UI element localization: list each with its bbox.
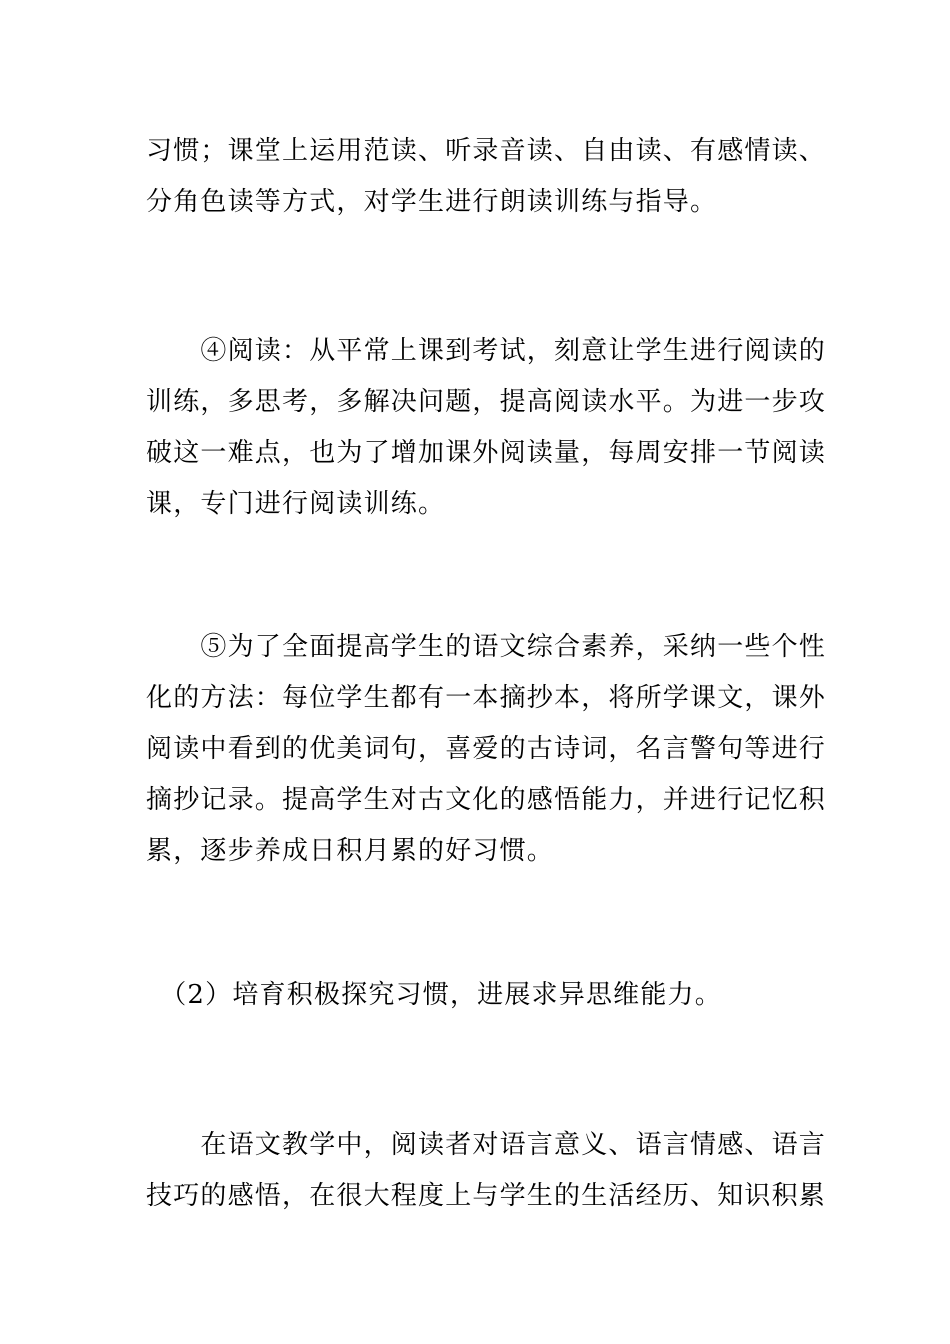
paragraph-item-4-reading — [146, 326, 827, 530]
text-line: 课，专门进行阅读训练。 — [146, 489, 446, 519]
text-line: 累，逐步养成日积月累的好习惯。 — [146, 836, 555, 866]
text-line: （2）培育积极探究习惯，进展求异思维能力。 — [146, 980, 722, 1010]
text-line: ⑤为了全面提高学生的语文综合素养，采纳一些个性 — [146, 632, 827, 662]
paragraph-teaching — [146, 1120, 827, 1222]
text-line: 习惯；课堂上运用范读、听录音读、自由读、有感情读、 — [146, 136, 827, 166]
text-line: ④阅读：从平常上课到考试，刻意让学生进行阅读的 — [146, 336, 827, 366]
text-line: 训练，多思考，多解决问题，提高阅读水平。为进一步攻 — [146, 387, 827, 417]
paragraph-item-5-literacy — [146, 622, 827, 877]
text-line: 在语文教学中，阅读者对语言意义、语言情感、语言 — [146, 1130, 827, 1160]
text-line: 摘抄记录。提高学生对古文化的感悟能力，并进行记忆积 — [146, 785, 827, 815]
text-line: 化的方法：每位学生都有一本摘抄本，将所学课文，课外 — [146, 683, 827, 713]
paragraph-reading-methods — [146, 126, 827, 228]
text-line: 破这一难点，也为了增加课外阅读量，每周安排一节阅读 — [146, 438, 827, 468]
section-heading-2 — [146, 970, 810, 1021]
text-line: 技巧的感悟，在很大程度上与学生的生活经历、知识积累 — [146, 1181, 827, 1211]
text-line: 分角色读等方式，对学生进行朗读训练与指导。 — [146, 187, 718, 217]
text-line: 阅读中看到的优美词句，喜爱的古诗词，名言警句等进行 — [146, 734, 827, 764]
